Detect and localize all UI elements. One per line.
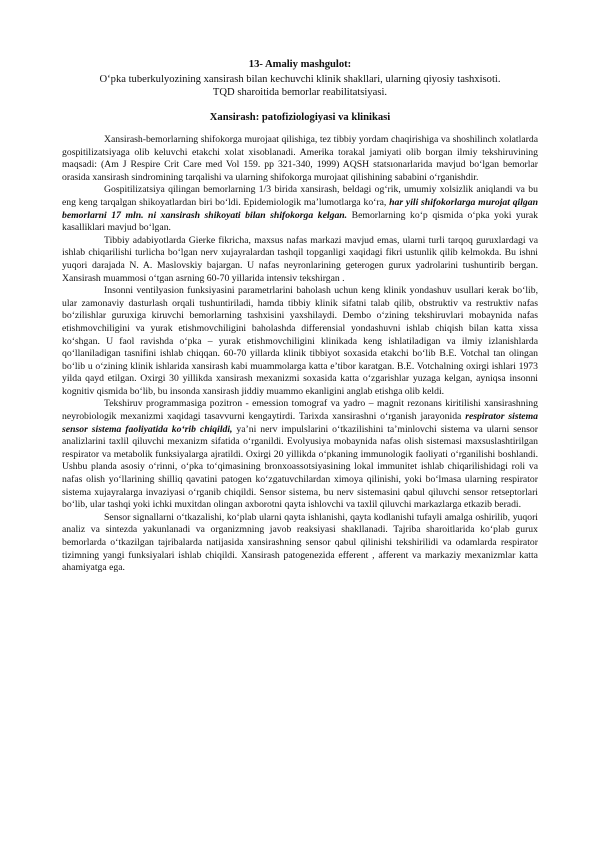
paragraph-2-text-c: Bemorlarning ko‘p qismida o‘pka yoki yurak kasalliklari mavjud bo‘lgan.	[62, 209, 538, 234]
paragraph-2	[62, 184, 538, 234]
paragraph-4: Insonni ventilyasion funksiyasini parametrlarini baholash uchun keng klinik yondashuv usullari kerak bo‘lib, ular zamonaviy dasturlash orqali tushuntiriladi, hamda tibbiy klinik sifatni talab qilib, obstruktiv va restruktiv nafas bo‘zilishlar guruxiga kiruvchi bemorlarning tashxisini yaxshilaydi. Dembo o‘zining tekshiruvlari mobaynida nafas etishmovchiligini va yurak etishmovchiligini baholashda differensial yondashuvni ishlab chiqish bilan katta xissa ko‘shgan. U faol ravishda o‘pka – yurak etishmovchiligini klinikada keng ishlatiladigan va ilmiy izlanishlarda qo‘llaniladigan tasnifini ishlab chiqqan. 60-70 yillarda klinik tibbiyot soxasida etakchi bo‘lib B.E. Votchal tan olingan bo‘lib u o‘zining klinik ishlarida xansirash kabi muammolarga katta e’tibor karatgan. B.E. Votchalning oxirgi ishlari 1973 yilda qayd etilgan. Oxirgi 30 yillikda xansirash mexanizmi soxasida katta o‘zgarishlar yuzaga kelgan, ayniqsa insonni kognitiv qismida bo‘lib, bu insonda xansirash jiddiy muammo ekanligini anglab etishga olib keldi.	[62, 285, 538, 397]
paragraph-5	[62, 398, 538, 511]
paragraph-2-emphasis: har yili shifokorlarga murojat qilgan bemorlarni 17 mln. ni xansirash shikoyati bilan shifokorga kelgan.	[62, 196, 539, 221]
document-page	[62, 0, 538, 575]
paragraph-1: Xansirash-bemorlarning shifokorga murojaat qilishiga, tez tibbiy yordam chaqirishiga va shoshilinch xolatlarda gospitilizatsiyaga olib keluvchi etakchi xolat xisoblanadi. Amerika torakal jamiyati olib borgan ilmiy tekshiruvining maqsadi: (Am J Respire Crit Care med Vol 159. pp 321-340, 1999) AQSH statsıonarlarida mavjud bo‘lgan bemorlar orasida xansirash sindromining tarqalishi va ularning shifokorga murojaat qilishining sababini o‘rganishdir.	[62, 134, 538, 183]
paragraph-5-emphasis: respirator sistema sensor sistema faoliyatida ko‘rib chiqildi,	[62, 411, 538, 435]
paragraph-3: Tibbiy adabiyotlarda Gierke fikricha, maxsus nafas markazi mavjud emas, ularni turli tarqoq guruxlardagi va ishlab chiqarilishi turlicha bo‘lgan nerv xujayralardan tashqil topganligi xaqidagi fikri ustunlik qilib kelmokda. Bu ishni yuqori darajada N. A. Maslovskiy bajargan. U nafas neyronlarining geterogen gurux yadrolarini tushuntirib bergan. Xansirash muammosi o‘tgan asrning 60-70 yillarida intensiv tekshirgan .	[62, 234, 538, 284]
page-subtitle	[62, 73, 538, 100]
paragraph-2-text-a: Gospitilizatsiya qilingan bemorlarning 1/3 birida xansirash, beldagi og‘rik, umumiy xolsizlik aniqlandi va bu eng keng tarqalgan shikoyatlardan biri bo‘ldi. Epidemiologik ma’lumotlarga ko‘ra,	[62, 184, 538, 208]
page-title: 13- Amaliy mashgulot:	[248, 59, 352, 70]
section-heading: Xansirash: patofiziologiyasi va klinikasi	[209, 111, 391, 123]
paragraph-5-text-c: ya’ni nerv impulslarini o‘tkazilishini ta’minlovchi sistema va ularni sensor analizlarini taxlil qiluvchi mexanizm sifatida o‘rganildi. Evolyusiya mobaynida nafas olish sistemasi maxsuslashtirilgan respirator va metabolik funksiyalarga ajratildi. Oxirgi 20 yillikda o‘pkaning immunologik faoliyati o‘rganilishi boshlandi. Ushbu planda asosiy o‘rinni, o‘pka to‘qimasining bronxoassotsiyasining lokal immunitet ishlab chiqarilishidagi roli va nafas olish yo‘llarining shilliq qavatini patogen ko‘zgatuvchilardan ximoya qilinishi, yoki bo‘lmasa ularning respirator sistema xujayralarga invaziyasi o‘rganib chiqildi. Sensor sistema, bu nerv sistemasini qabul qiluvchi sensor retseptorlari bo‘lib, ular tashqi yoki ichki muxitdan olingan axborotni qayta ishlovchi va taxlil qiluvchi markazlarga etkazib beradi.	[62, 423, 538, 511]
subtitle-line-1: O‘pka tuberkulyozining xansirash bilan kechuvchi klinik shakllari, ularning qiyosiy tashxisoti.	[99, 73, 501, 85]
subtitle-line-2: TQD sharoitida bemorlar reabilitatsiyasi.	[212, 87, 388, 98]
paragraph-6: Sensor signallarni o‘tkazalishi, ko‘plab ularni qayta ishlanishi, qayta kodlanishi tufayli amalga oshirilib, yuqori analiz va sintezda yakunlanadi va organizmning javob reaksiyasi shakllanadi. Tajriba sharoitlarida ko‘plab gurux bemorlarda o‘tkazilgan tajribalarda natijasida xansirashning sensor qabul qilinishi tekshirilidi va odamlarda respirator tizimning yangi funksiyalari ishlab chiqildi. Xansirash patogenezida efferent , afferent va markaziy mexanizmlar katta ahamiyatga ega.	[62, 511, 538, 574]
paragraph-5-text-a: Tekshiruv programmasiga pozitron - emession tomograf va yadro – magnit rezonans kiritilishi xansirashning neyrobiologik mexanizmi xaqidagi tasavvurni kengaytirdi. Tarixda xansirashni o‘rganish jarayonida	[62, 398, 538, 423]
